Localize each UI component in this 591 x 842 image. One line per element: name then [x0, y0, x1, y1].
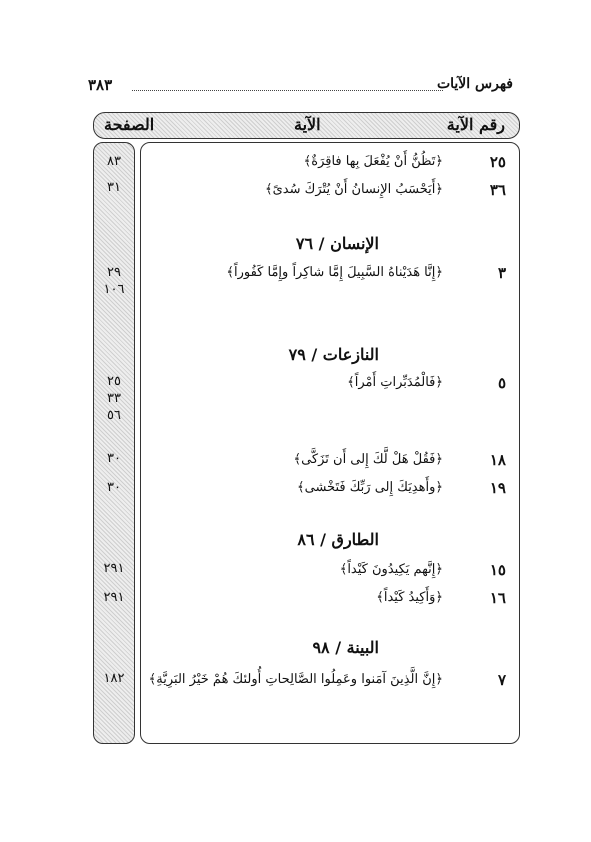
surah-title: النازعات / ٧٩ [288, 345, 379, 364]
verse-number: ٣ [497, 264, 506, 282]
surah-title: الطارق / ٨٦ [297, 530, 379, 549]
page-ref: ٢٩١ [103, 561, 125, 576]
verse-number: ١٥ [489, 561, 506, 579]
table-header [93, 112, 520, 139]
verse-number: ٥ [497, 374, 506, 392]
verse-number: ١٩ [489, 479, 506, 497]
page-ref: ٨٣ [107, 154, 121, 169]
page-ref: ٣٣ [107, 391, 121, 406]
leader-dots [132, 90, 443, 91]
verse-text: ﴿أَيَحْسَبُ الإِنسانُ أَنْ يُتْرَكَ سُدىً﴾ [265, 182, 443, 197]
page-ref: ٢٩١ [103, 590, 125, 605]
verse-text: ﴿فَالْمُدَبِّراتِ أَمْراً﴾ [347, 375, 443, 390]
surah-title: البينة / ٩٨ [312, 638, 379, 657]
header-ayah: الآية [294, 115, 321, 134]
running-header-title: فهرس الآيات [436, 76, 513, 92]
verse-text: ﴿تَظُنُّ أَنْ يُفْعَلَ بِها فاقِرَةٌ﴾ [303, 154, 443, 169]
page-ref: ٢٥ [107, 374, 121, 389]
verse-text: ﴿إِنَّا هَدَيْناهُ السَّبِيلَ إِمَّا شاكِراً وإِمَّا كَفُوراً﴾ [226, 265, 443, 280]
verse-number: ٢٥ [489, 153, 506, 171]
running-header [88, 74, 513, 100]
header-page: الصفحة [104, 115, 155, 134]
verse-text: ﴿فَقُلْ هَلْ لَّكَ إِلى أَن تَزَكَّى﴾ [293, 452, 443, 467]
page-ref: ٣٠ [107, 451, 121, 466]
page-ref: ٥٦ [107, 408, 121, 423]
page-ref: ٣١ [107, 180, 121, 195]
verse-number: ٧ [497, 671, 506, 689]
verse-number: ٣٦ [489, 181, 506, 199]
header-verse-number: رقم الآية [446, 115, 505, 134]
verse-text: ﴿إِنَّ الَّذِينَ آمَنوا وعَمِلُوا الصَّالِحاتِ أُولئكَ هُمْ خَيْرُ البَرِيَّةِ﴾ [148, 672, 443, 687]
page-column [93, 142, 135, 744]
page-ref: ٣٠ [107, 480, 121, 495]
surah-title: الإنسان / ٧٦ [295, 234, 379, 253]
page-ref: ٢٩ [107, 265, 121, 280]
verse-number: ١٨ [489, 451, 506, 469]
verse-text: ﴿وَأَكِيدُ كَيْداً﴾ [376, 590, 443, 605]
verse-number: ١٦ [489, 589, 506, 607]
verse-text: ﴿وأَهدِيَكَ إِلى رَبِّكَ فَتَخْشى﴾ [297, 480, 443, 495]
page-ref: ١٨٢ [103, 671, 125, 686]
page-ref: ١٠٦ [103, 282, 125, 297]
page-number: ٣٨٣ [88, 76, 113, 94]
verse-text: ﴿إِنَّهم يَكِيدُونَ كَيْداً﴾ [339, 562, 443, 577]
